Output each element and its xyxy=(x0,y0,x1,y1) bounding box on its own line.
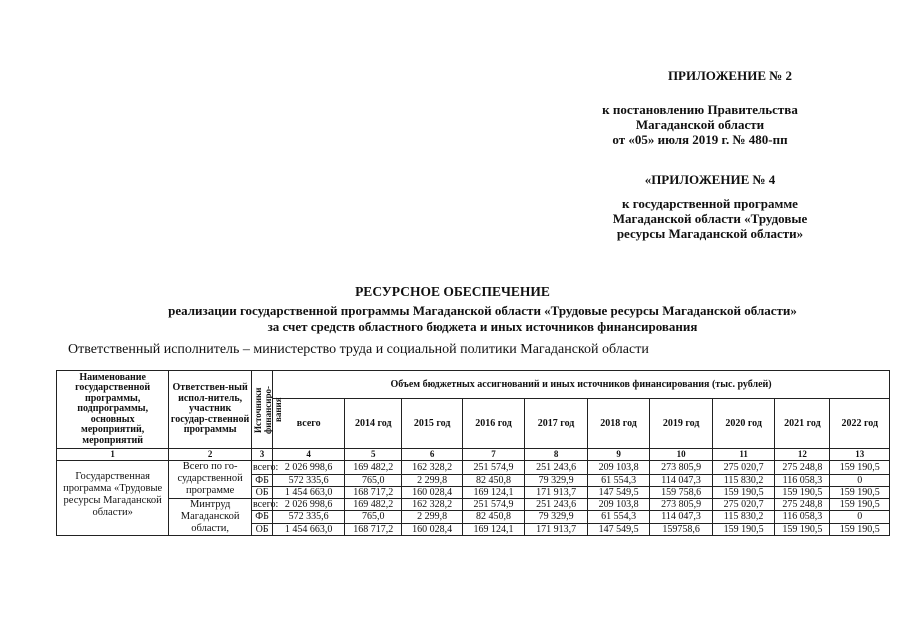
column-number: 11 xyxy=(712,449,775,461)
value-cell: 79 329,9 xyxy=(525,475,588,487)
source-cell: всего: xyxy=(252,462,279,473)
column-number: 8 xyxy=(525,449,588,461)
table-row xyxy=(57,461,890,475)
value-cell: 168 717,2 xyxy=(345,487,402,499)
value-cell: 159 190,5 xyxy=(830,499,890,511)
column-number: 12 xyxy=(775,449,830,461)
value-cell: 82 450,8 xyxy=(462,475,525,487)
year-header: 2016 год xyxy=(462,399,525,449)
value-cell: 251 243,6 xyxy=(525,499,588,511)
value-cell: 209 103,8 xyxy=(587,461,650,475)
value-cell: 159 190,5 xyxy=(830,461,890,475)
value-cell: 168 717,2 xyxy=(345,523,402,535)
executor-cell: Минтруд Магаданской области, xyxy=(169,499,252,536)
value-cell: 147 549,5 xyxy=(587,487,650,499)
program-name-cell: Государственная программа «Трудовые ресурсы Магаданской области» xyxy=(57,461,169,536)
value-cell: 169 482,2 xyxy=(345,461,402,475)
value-cell: 0 xyxy=(830,511,890,523)
source-cell: ФБ xyxy=(251,511,272,523)
value-cell: 1 454 663,0 xyxy=(273,487,345,499)
value-cell: 171 913,7 xyxy=(525,487,588,499)
value-cell: 160 028,4 xyxy=(402,487,462,499)
col-source-label: Источники финансиро-вания xyxy=(252,385,283,434)
value-cell: 115 830,2 xyxy=(712,475,775,487)
col-source-header xyxy=(251,371,283,449)
value-cell: 275 248,8 xyxy=(775,461,830,475)
value-cell: 209 103,8 xyxy=(587,499,650,511)
resource-table xyxy=(56,370,890,536)
value-cell: 1 454 663,0 xyxy=(273,523,345,535)
year-header: 2020 год xyxy=(712,399,775,449)
value-cell: 169 482,2 xyxy=(345,499,402,511)
value-cell: 82 450,8 xyxy=(462,511,525,523)
year-header: 2017 год xyxy=(525,399,588,449)
value-cell: 2 026 998,6 xyxy=(273,461,345,475)
col-executor-header: Ответствен-ный испол-нитель, участник государ-ственной программы xyxy=(169,371,252,449)
value-cell: 0 xyxy=(830,475,890,487)
decree-reference xyxy=(575,102,825,147)
column-number: 13 xyxy=(830,449,890,461)
value-cell: 61 554,3 xyxy=(587,475,650,487)
column-number: 3 xyxy=(251,449,272,461)
value-cell: 160 028,4 xyxy=(402,523,462,535)
value-cell: 116 058,3 xyxy=(775,511,830,523)
column-number: 7 xyxy=(462,449,525,461)
decree-line: от «05» июля 2019 г. № 480-пп xyxy=(612,132,788,147)
value-cell: 159 190,5 xyxy=(830,523,890,535)
table-row xyxy=(57,499,890,511)
column-number: 10 xyxy=(650,449,713,461)
value-cell: 275 248,8 xyxy=(775,499,830,511)
column-number: 5 xyxy=(345,449,402,461)
document-subtitle xyxy=(60,303,905,335)
year-header: 2014 год xyxy=(345,399,402,449)
value-cell: 2 299,8 xyxy=(402,511,462,523)
year-header: 2019 год xyxy=(650,399,713,449)
value-cell: 251 574,9 xyxy=(462,461,525,475)
appendix-4-line: «ПРИЛОЖЕНИЕ № 4 xyxy=(644,172,776,187)
value-cell: 159 190,5 xyxy=(830,487,890,499)
subtitle-line: реализации государственной программы Магаданской области «Трудовые ресурсы Магаданской области» xyxy=(168,303,797,318)
value-cell: 275 020,7 xyxy=(712,499,775,511)
column-number: 9 xyxy=(587,449,650,461)
year-header: 2021 год xyxy=(775,399,830,449)
value-cell: 572 335,6 xyxy=(273,475,345,487)
value-cell: 61 554,3 xyxy=(587,511,650,523)
year-header: 2015 год xyxy=(402,399,462,449)
value-cell: 159 190,5 xyxy=(712,523,775,535)
value-cell: 162 328,2 xyxy=(402,499,462,511)
value-cell: 162 328,2 xyxy=(402,461,462,475)
value-cell: 159 190,5 xyxy=(712,487,775,499)
value-cell: 159758,6 xyxy=(650,523,713,535)
decree-line: к постановлению Правительства xyxy=(602,102,798,117)
value-cell: 169 124,1 xyxy=(462,487,525,499)
value-cell: 572 335,6 xyxy=(273,511,345,523)
value-cell: 116 058,3 xyxy=(775,475,830,487)
value-cell: 2 026 998,6 xyxy=(273,499,345,511)
column-number: 6 xyxy=(402,449,462,461)
value-cell: 765,0 xyxy=(345,475,402,487)
value-cell: 171 913,7 xyxy=(525,523,588,535)
year-header: 2022 год xyxy=(830,399,890,449)
value-cell: 251 243,6 xyxy=(525,461,588,475)
column-number: 1 xyxy=(57,449,169,461)
column-number: 4 xyxy=(273,449,345,461)
executor-cell: Всего по го-сударственной программе xyxy=(169,461,252,499)
value-cell: 114 047,3 xyxy=(650,511,713,523)
value-cell: 275 020,7 xyxy=(712,461,775,475)
source-cell: всего: xyxy=(252,499,279,511)
value-cell: 114 047,3 xyxy=(650,475,713,487)
value-cell: 251 574,9 xyxy=(462,499,525,511)
subtitle-line: за счет средств областного бюджета и иных источников финансирования xyxy=(267,319,698,334)
col-volume-header: Объем бюджетных ассигнований и иных источников финансирования (тыс. рублей) xyxy=(273,371,890,399)
value-cell: 147 549,5 xyxy=(587,523,650,535)
value-cell: 115 830,2 xyxy=(712,511,775,523)
appendix-4-line: ресурсы Магаданской области» xyxy=(616,226,804,241)
value-cell: 273 805,9 xyxy=(650,499,713,511)
column-number: 2 xyxy=(169,449,252,461)
appendix-4-line: Магаданской области «Трудовые xyxy=(612,211,808,226)
responsible-executor: Ответственный исполнитель – министерство труда и социальной политики Магаданской области xyxy=(68,342,649,357)
value-cell: 273 805,9 xyxy=(650,461,713,475)
appendix-4-heading xyxy=(575,172,845,241)
source-cell: ФБ xyxy=(251,475,272,487)
value-cell: 79 329,9 xyxy=(525,511,588,523)
value-cell: 169 124,1 xyxy=(462,523,525,535)
value-cell: 159 758,6 xyxy=(650,487,713,499)
year-header: всего xyxy=(273,399,345,449)
document-title: РЕСУРСНОЕ ОБЕСПЕЧЕНИЕ xyxy=(355,284,550,299)
value-cell: 2 299,8 xyxy=(402,475,462,487)
col-name-header: Наименование государственной программы, подпрограммы, основных мероприятий, мероприятий xyxy=(57,371,169,449)
appendix-2-heading: ПРИЛОЖЕНИЕ № 2 xyxy=(667,68,793,83)
value-cell: 159 190,5 xyxy=(775,523,830,535)
value-cell: 765,0 xyxy=(345,511,402,523)
value-cell: 159 190,5 xyxy=(775,487,830,499)
year-header: 2018 год xyxy=(587,399,650,449)
appendix-4-line: к государственной программе xyxy=(622,196,798,211)
column-number-row xyxy=(57,449,890,461)
decree-line: Магаданской области xyxy=(635,117,765,132)
source-cell: ОБ xyxy=(251,523,272,535)
source-cell: ОБ xyxy=(251,487,272,499)
